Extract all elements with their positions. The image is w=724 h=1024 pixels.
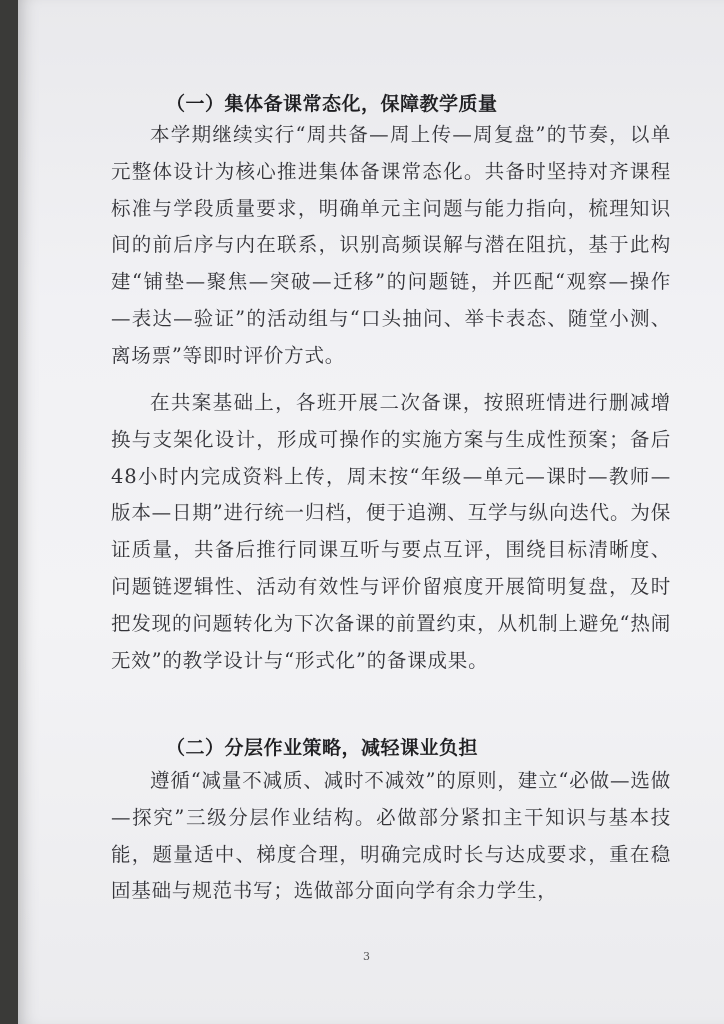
section-heading-2: （二）分层作业策略，减轻课业负担: [166, 737, 479, 759]
section2-paragraph-1: 遵循“减量不减质、减时不减效”的原则，建立“必做—选做—探究”三级分层作业结构。必做部分紧扣主干知识与基本技能，题量适中、梯度合理，明确完成时长与达成要求，重在稳固基础与规范书写；选做部分面向学有余力学生，: [111, 769, 671, 903]
document-page: [18, 0, 724, 1024]
section1-paragraph-2: 在共案基础上，各班开展二次备课，按照班情进行删减增换与支架化设计，形成可操作的实施方案与生成性预案；备后48小时内完成资料上传，周末按“年级—单元—课时—教师—版本—日期”进行统一归档，便于追溯、互学与纵向迭代。为保证质量，共备后推行同课互听与要点互评，围绕目标清晰度、问题链逻辑性、活动有效性与评价留痕度开展简明复盘，及时把发现的问题转化为下次备课的前置约束，从机制上避免“热闹无效”的教学设计与“形式化”的备课成果。: [111, 391, 671, 672]
page-number: 3: [363, 950, 370, 963]
section-heading-1: （一）集体备课常态化，保障教学质量: [166, 93, 498, 115]
section1-paragraph-1: 本学期继续实行“周共备—周上传—周复盘”的节奏，以单元整体设计为核心推进集体备课常态化。共备时坚持对齐课程标准与学段质量要求，明确单元主问题与能力指向，梳理知识间的前后序与内在联系，识别高频误解与潜在阻抗，基于此构建“铺垫—聚焦—突破—迁移”的问题链，并匹配“观察—操作—表达—验证”的活动组与“口头抽问、举卡表态、随堂小测、离场票”等即时评价方式。: [111, 123, 671, 367]
